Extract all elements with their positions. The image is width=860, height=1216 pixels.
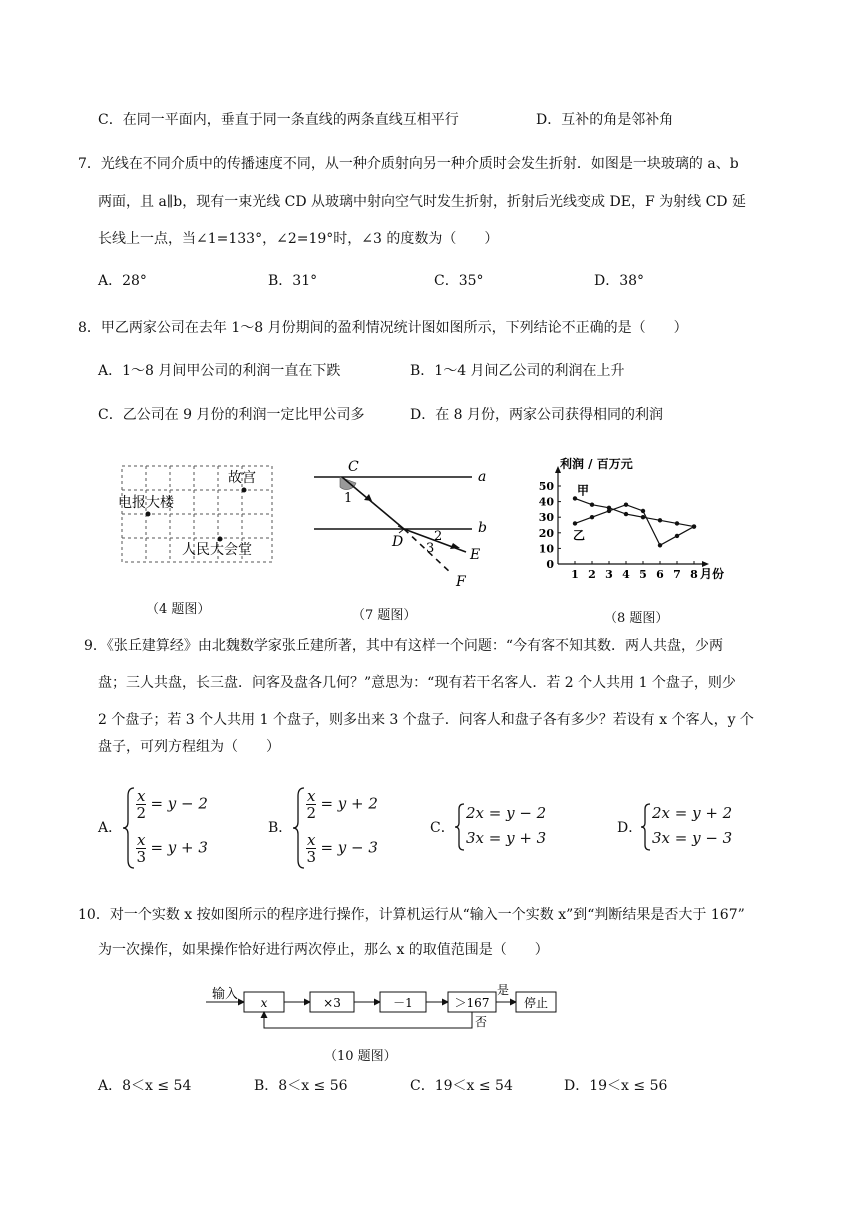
chart-x-tick-label: 7 [673, 568, 681, 581]
q9-option-b-system [292, 786, 392, 870]
chart-x-tick-label: 6 [656, 568, 664, 581]
q9-a-eq1: $\frac{x}{2}$ = y − 2 [136, 787, 208, 822]
gugong-point [242, 488, 247, 493]
q9-c-eq1: 2x = y − 2 [466, 804, 547, 822]
q8-stem: 8．甲乙两家公司在去年 1～8 月份期间的盈利情况统计图如图所示，下列结论不正确的是（ ） [78, 320, 688, 336]
q7-stem-line2: 两面，且 a∥b，现有一束光线 CD 从玻璃中射向空气时发生折射，折射后光线变成 DE，F 为射线 CD 延 [98, 194, 746, 210]
q9-option-a-label: A． [98, 820, 123, 836]
figure-8-chart [524, 452, 754, 592]
q9-option-c-system [454, 802, 564, 852]
flow-no-label: 否 [475, 1015, 488, 1029]
q9-b-eq2: $\frac{x}{3}$ = y − 3 [306, 831, 378, 866]
chart-point-yi [607, 509, 611, 513]
q9-d-eq2: 3x = y − 3 [652, 829, 733, 847]
label-angle-1: 1 [344, 491, 353, 506]
great-hall-point [218, 537, 223, 542]
chart-y-tick-label: 50 [538, 480, 554, 493]
q9-option-d-system [640, 802, 750, 852]
label-d: D [392, 534, 404, 550]
chart-y-tick-label: 30 [538, 511, 554, 525]
chart-y-tick-label: 10 [538, 542, 554, 556]
chart-point-jia [624, 512, 628, 516]
q9-d-eq1: 2x = y + 2 [652, 804, 733, 822]
q7-option-a: A．28° [98, 273, 147, 289]
chart-x-tick-label: 4 [622, 568, 630, 581]
q9-b-eq1: $\frac{x}{2}$ = y + 2 [306, 787, 378, 822]
label-telegraph-building: 电报大楼 [118, 495, 174, 511]
q10-option-b: B．8＜x ≤ 56 [254, 1078, 348, 1094]
q9-option-d-label: D． [617, 820, 643, 836]
q7-option-b: B．31° [268, 273, 318, 289]
figure-7-caption: （7 题图） [352, 608, 417, 623]
q9-a-eq2: $\frac{x}{3}$ = y + 3 [136, 831, 208, 866]
q9-stem-line2: 盘；三人共盘，长三盘．问客及盘各几何？”意思为：“现有若干名客人．若 2 个人共用 1 个盘子，则少 [98, 675, 736, 691]
label-b: b [478, 520, 487, 536]
q9-option-a-system [122, 786, 222, 870]
q9-option-c-label: C． [430, 820, 455, 836]
label-angle-3: 3 [426, 541, 435, 556]
q6-option-d: D．互补的角是邻补角 [536, 112, 674, 128]
label-angle-2: 2 [434, 529, 443, 544]
flow-loop-back [264, 1012, 472, 1028]
figure-10-caption: （10 题图） [324, 1049, 397, 1064]
figure-4-caption: （4 题图） [146, 602, 211, 617]
q8-option-b: B．1～4 月间乙公司的利润在上升 [410, 363, 625, 379]
label-f: F [456, 574, 466, 590]
chart-y-tick-label: 20 [538, 526, 554, 540]
q9-c-eq2: 3x = y + 3 [466, 829, 547, 847]
chart-y-tick-label: 40 [538, 495, 554, 509]
figure-4-map [112, 462, 282, 566]
flow-input-label: 输入 [212, 987, 239, 1002]
chart-y-label: 利润 / 百万元 [560, 457, 633, 471]
svg-text:－1: －1 [393, 996, 413, 1010]
label-gugong: 故宫 [228, 470, 256, 486]
telegraph-building-point [146, 512, 151, 517]
q9-stem-line3: 2 个盘子；若 3 个人共用 1 个盘子，则多出来 3 个盘子．问客人和盘子各有多少？若设有 x 个客人，y 个 [98, 712, 754, 728]
svg-text:停止: 停止 [523, 996, 549, 1010]
q6-option-c: C．在同一平面内，垂直于同一条直线的两条直线互相平行 [98, 112, 459, 128]
label-great-hall: 人民大会堂 [182, 542, 252, 558]
chart-x-tick-label: 1 [571, 568, 579, 581]
label-e: E [470, 547, 481, 563]
q10-option-d: D．19＜x ≤ 56 [564, 1078, 668, 1094]
chart-x-label: 月份 [700, 567, 725, 581]
figure-7-refraction [300, 456, 500, 590]
chart-x-tick-label: 3 [605, 568, 613, 581]
q8-option-d: D．在 8 月份，两家公司获得相同的利润 [410, 407, 664, 423]
q10-option-c: C．19＜x ≤ 54 [410, 1078, 513, 1094]
flow-yes-label: 是 [497, 983, 510, 997]
q7-option-d: D．38° [594, 273, 645, 289]
chart-point-yi [624, 503, 628, 507]
chart-y-tick-label: 0 [546, 558, 554, 571]
svg-text:×3: ×3 [323, 996, 341, 1010]
q8-option-a: A．1～8 月间甲公司的利润一直在下跌 [98, 363, 341, 379]
q10-stem-line2: 为一次操作，如果操作恰好进行两次停止，那么 x 的取值范围是（ ） [98, 942, 549, 958]
label-c: C [348, 459, 359, 475]
svg-text:x: x [260, 996, 268, 1010]
chart-x-tick-label: 8 [690, 568, 698, 581]
q7-option-c: C．35° [434, 273, 484, 289]
chart-series-label-yi: 乙 [573, 528, 586, 543]
q8-option-c: C．乙公司在 9 月份的利润一定比甲公司多 [98, 407, 365, 423]
chart-point-yi [590, 515, 594, 519]
q10-stem-line1: 10．对一个实数 x 按如图所示的程序进行操作，计算机运行从“输入一个实数 x”到“判断结果是否大于 167” [78, 907, 745, 923]
chart-point-yi [641, 509, 645, 513]
q7-stem-line3: 长线上一点，当∠1=133°，∠2=19°时，∠3 的度数为（ ） [98, 231, 499, 247]
chart-x-tick-label: 2 [588, 568, 596, 581]
chart-series-label-jia: 甲 [577, 483, 590, 498]
chart-point-yi [573, 521, 577, 525]
q9-option-b-label: B． [268, 820, 293, 836]
figure-10-flowchart [200, 982, 580, 1038]
svg-text:＞167: ＞167 [454, 996, 490, 1010]
q9-stem-line1: 9．《张丘建算经》由北魏数学家张丘建所著，其中有这样一个问题：“今有客不知其数．两人共盘，少两 [84, 638, 724, 654]
chart-point-jia [641, 515, 645, 519]
chart-point-yi [658, 543, 662, 547]
chart-point-jia [590, 503, 594, 507]
q10-option-a: A．8＜x ≤ 54 [98, 1078, 192, 1094]
q7-stem-line1: 7．光线在不同介质中的传播速度不同，从一种介质射向另一种介质时会发生折射．如图是一块玻璃的 a、b [78, 156, 739, 172]
chart-point-jia [675, 521, 679, 525]
chart-point-yi [675, 534, 679, 538]
label-a: a [478, 469, 487, 485]
chart-point-yi [692, 524, 696, 528]
figure-8-caption: （8 题图） [604, 611, 669, 626]
chart-point-jia [658, 518, 662, 522]
q9-stem-line4: 盘子，可列方程组为（ ） [98, 739, 280, 755]
chart-x-tick-label: 5 [639, 568, 647, 581]
